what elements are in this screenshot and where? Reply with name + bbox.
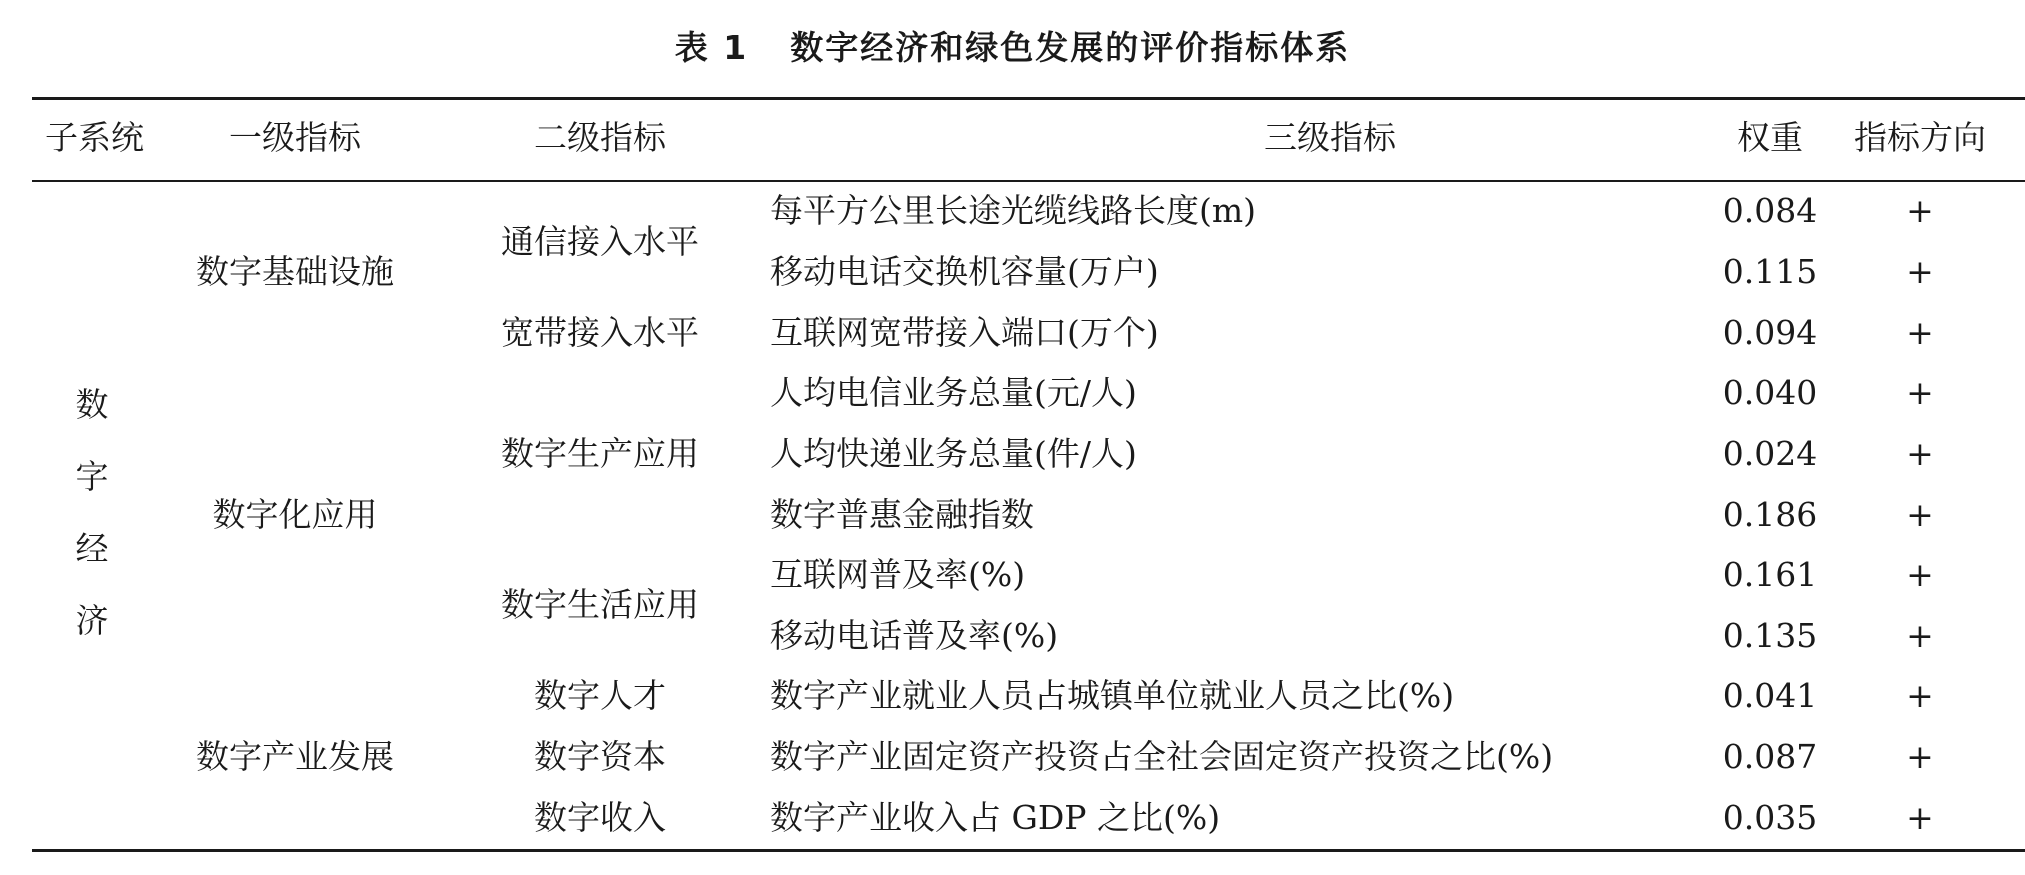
direction-value: + <box>1906 798 1934 837</box>
level2-digital-capital: 数字资本 <box>534 737 666 776</box>
level3-indicator: 移动电话交换机容量(万户) <box>770 252 1159 291</box>
bottom-rule <box>32 849 2025 852</box>
level3-indicator: 人均电信业务总量(元/人) <box>770 373 1137 412</box>
level3-indicator: 数字普惠金融指数 <box>770 495 1034 534</box>
header-weight: 权重 <box>1737 118 1803 157</box>
direction-value: + <box>1906 313 1934 352</box>
weight-value: 0.040 <box>1722 373 1818 412</box>
header-level2: 二级指标 <box>534 118 666 157</box>
level2-digital-life: 数字生活应用 <box>501 585 699 624</box>
direction-value: + <box>1906 373 1934 412</box>
level1-digital-application: 数字化应用 <box>212 495 378 534</box>
direction-value: + <box>1906 616 1934 655</box>
weight-value: 0.024 <box>1722 434 1818 473</box>
subsystem-char: 经 <box>75 529 109 568</box>
weight-value: 0.115 <box>1722 252 1818 291</box>
direction-value: + <box>1906 495 1934 534</box>
level3-indicator: 互联网宽带接入端口(万个) <box>770 313 1159 352</box>
level3-indicator: 数字产业收入占 GDP 之比(%) <box>770 798 1221 837</box>
direction-value: + <box>1906 252 1934 291</box>
table-caption <box>0 22 2025 69</box>
direction-value: + <box>1906 737 1934 776</box>
weight-value: 0.035 <box>1722 798 1818 837</box>
level2-communication-access: 通信接入水平 <box>501 222 699 261</box>
weight-value: 0.161 <box>1722 555 1818 594</box>
header-subsystem: 子系统 <box>45 118 144 157</box>
header-level1: 一级指标 <box>229 118 361 157</box>
table-number: 表 1 <box>674 28 749 67</box>
level3-indicator: 移动电话普及率(%) <box>770 616 1059 655</box>
level2-digital-talent: 数字人才 <box>534 676 666 715</box>
direction-value: + <box>1906 555 1934 594</box>
header-rule <box>32 180 2025 182</box>
level3-indicator: 数字产业固定资产投资占全社会固定资产投资之比(%) <box>770 737 1554 776</box>
direction-value: + <box>1906 191 1934 230</box>
weight-value: 0.135 <box>1722 616 1818 655</box>
level3-indicator: 数字产业就业人员占城镇单位就业人员之比(%) <box>770 676 1455 715</box>
header-direction: 指标方向 <box>1854 118 1986 157</box>
subsystem-char: 济 <box>75 601 109 640</box>
weight-value: 0.087 <box>1722 737 1818 776</box>
level2-broadband-access: 宽带接入水平 <box>501 313 699 352</box>
level3-indicator: 互联网普及率(%) <box>770 555 1026 594</box>
subsystem-char: 数 <box>75 385 109 424</box>
weight-value: 0.094 <box>1722 313 1818 352</box>
level2-digital-income: 数字收入 <box>534 798 666 837</box>
level1-digital-industry: 数字产业发展 <box>196 737 394 776</box>
level3-indicator: 每平方公里长途光缆线路长度(m) <box>770 191 1257 230</box>
header-level3: 三级指标 <box>1264 118 1396 157</box>
table-title: 数字经济和绿色发展的评价指标体系 <box>790 28 1351 67</box>
level3-indicator: 人均快递业务总量(件/人) <box>770 434 1137 473</box>
subsystem-char: 字 <box>75 457 109 496</box>
direction-value: + <box>1906 676 1934 715</box>
weight-value: 0.084 <box>1722 191 1818 230</box>
weight-value: 0.041 <box>1722 676 1818 715</box>
level1-digital-infrastructure: 数字基础设施 <box>196 252 394 291</box>
subsystem-label <box>70 369 114 657</box>
weight-value: 0.186 <box>1722 495 1818 534</box>
direction-value: + <box>1906 434 1934 473</box>
level2-digital-production: 数字生产应用 <box>501 434 699 473</box>
top-rule <box>32 97 2025 100</box>
